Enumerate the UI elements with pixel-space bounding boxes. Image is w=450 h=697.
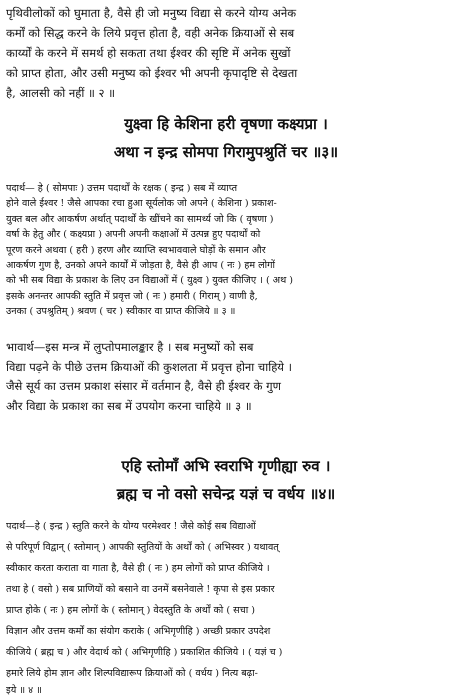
intro-paragraph: [6, 3, 446, 103]
text-line: युक्त बल और आकर्षण अर्थात् पदार्थों के खींचने का सामर्थ्य जो कि ( वृषणा ): [6, 213, 274, 225]
text-line: होने वाले ईश्वर ! जैसे आपका रचा हुआ सूर्यलोक जो अपने ( केशिना ) प्रकाश-: [6, 198, 277, 210]
text-line: आकर्षण गुण है, उनको अपने कार्यों में जोड़ता है, वैसे ही आप ( नः ) हम लोगों: [6, 259, 276, 271]
text-line: और विद्या के प्रकाश का सब में उपयोग करना चाहिये ॥ ३ ॥: [6, 398, 252, 413]
text-line: इसके अनन्तर आपकी स्तुति में प्रवृत्त जो ( नः ) हमारी ( गिराम् ) वाणी है,: [6, 290, 258, 302]
mantra-line: ब्रह्म च नो वसो सचेन्द्र यज्ञं च वर्धय ॥४॥: [116, 485, 336, 503]
text-line: जैसे सूर्य का उत्तम प्रकाश संसार में वर्तमान है, वैसे ही ईश्वर के गुण: [6, 379, 281, 393]
text-line: विद्या पढ़ने के पीछे उत्तम क्रियाओं की कुशलता में प्रवृत्त होना चाहिये ।: [6, 359, 292, 374]
text-line: है, आलसी को नहीं ॥ २ ॥: [6, 86, 116, 100]
mantra-line: अथा न इन्द्र सोमपा गिरामुपश्रुतिं चर ॥३॥: [113, 143, 339, 161]
text-line: स्वीकार करता कराता वा गाता है, वैसे ही ( नः ) हम लोगों को प्राप्त कीजिये ।: [6, 563, 270, 574]
text-line: विज्ञान और उत्तम कर्मों का संयोग कराके ( अभिगृणीहि ) अच्छी प्रकार उपदेश: [6, 626, 271, 637]
text-line: पदार्थ—हे ( इन्द्र ) स्तुति करने के योग्य परमेश्वर ! जैसे कोई सब विद्याओं: [6, 521, 256, 532]
text-line: कर्मों को सिद्ध करने के लिये प्रवृत्त होता है, वही अनेक क्रियाओं से सब: [6, 26, 295, 40]
padartha-paragraph-3: [6, 181, 446, 320]
text-line: इये ॥ ४ ॥: [6, 685, 42, 696]
text-line: कीजिये ( ब्रह्म च ) और वेदार्थ को ( अभिगृणीहि ) प्रकाशित कीजिये । ( यज्ञं च ): [6, 647, 283, 658]
text-line: हमारे लिये होम ज्ञान और शिल्पविद्यारूप क्रियाओं को ( वर्धय ) नित्य बढ़ा-: [6, 668, 258, 679]
text-line: पृथिवीलोकों को घुमाता है, वैसे ही जो मनुष्य विद्या से करने योग्य अनेक: [6, 6, 297, 20]
text-line: भावार्थ—इस मन्त्र में लुप्तोपमालङ्कार है । सब मनुष्यों को सब: [6, 340, 254, 354]
padartha-paragraph-4: [6, 516, 446, 697]
text-line: कार्य्यों के करने में समर्थ हो सकता तथा ईश्वर की सृष्टि में अनेक सुखों: [6, 46, 291, 60]
mantra-verse-3: [6, 110, 446, 166]
text-line: वर्षा के हेतु और ( कक्ष्यप्रा ) अपनी अपनी कक्षाओं में उत्पन्न हुए पदार्थों को: [6, 229, 261, 241]
text-line: को प्राप्त होता, और उसी मनुष्य को ईश्वर भी अपनी कृपादृष्टि से देखता: [6, 66, 298, 80]
text-line: उनका ( उपश्रुतिम् ) श्रवण ( चर ) स्वीकार वा प्राप्त कीजिये ॥ ३ ॥: [6, 306, 236, 318]
text-line: प्राप्त होके ( नः ) हम लोगों के ( स्तोमान् ) वेदस्तुति के अर्थों को ( सचा ): [6, 605, 255, 616]
bhavartha-paragraph-3: [6, 338, 446, 416]
text-line: को भी सब विद्या के प्रकाश के लिए उन विद्याओं में ( युक्ष्व ) युक्त कीजिए । ( अथ ): [6, 275, 293, 287]
mantra-verse-4: [6, 452, 446, 508]
text-line: से परिपूर्ण विद्वान् ( स्तोमान् ) आपकी स्तुतियों के अर्थों को ( अभिस्वर ) यथावत्: [6, 542, 279, 553]
mantra-line: युक्ष्वा हि केशिना हरी वृषणा कक्ष्यप्रा ।: [124, 115, 328, 133]
text-line: पूरण करने अथवा ( हरी ) हरण और व्याप्ति स्वभाववाले घोड़ों के समान और: [6, 244, 266, 256]
mantra-line: एहि स्तोमाँ अभि स्वराभि गृणीह्या रुव ।: [121, 457, 331, 475]
text-line: पदार्थ— हे ( सोमपाः ) उत्तम पदार्थों के रक्षक ( इन्द्र ) सब में व्याप्त: [6, 183, 238, 194]
text-line: तथा हे ( वसो ) सब प्राणियों को बसाने वा उनमें बसनेवाले ! कृपा से इस प्रकार: [6, 584, 275, 595]
